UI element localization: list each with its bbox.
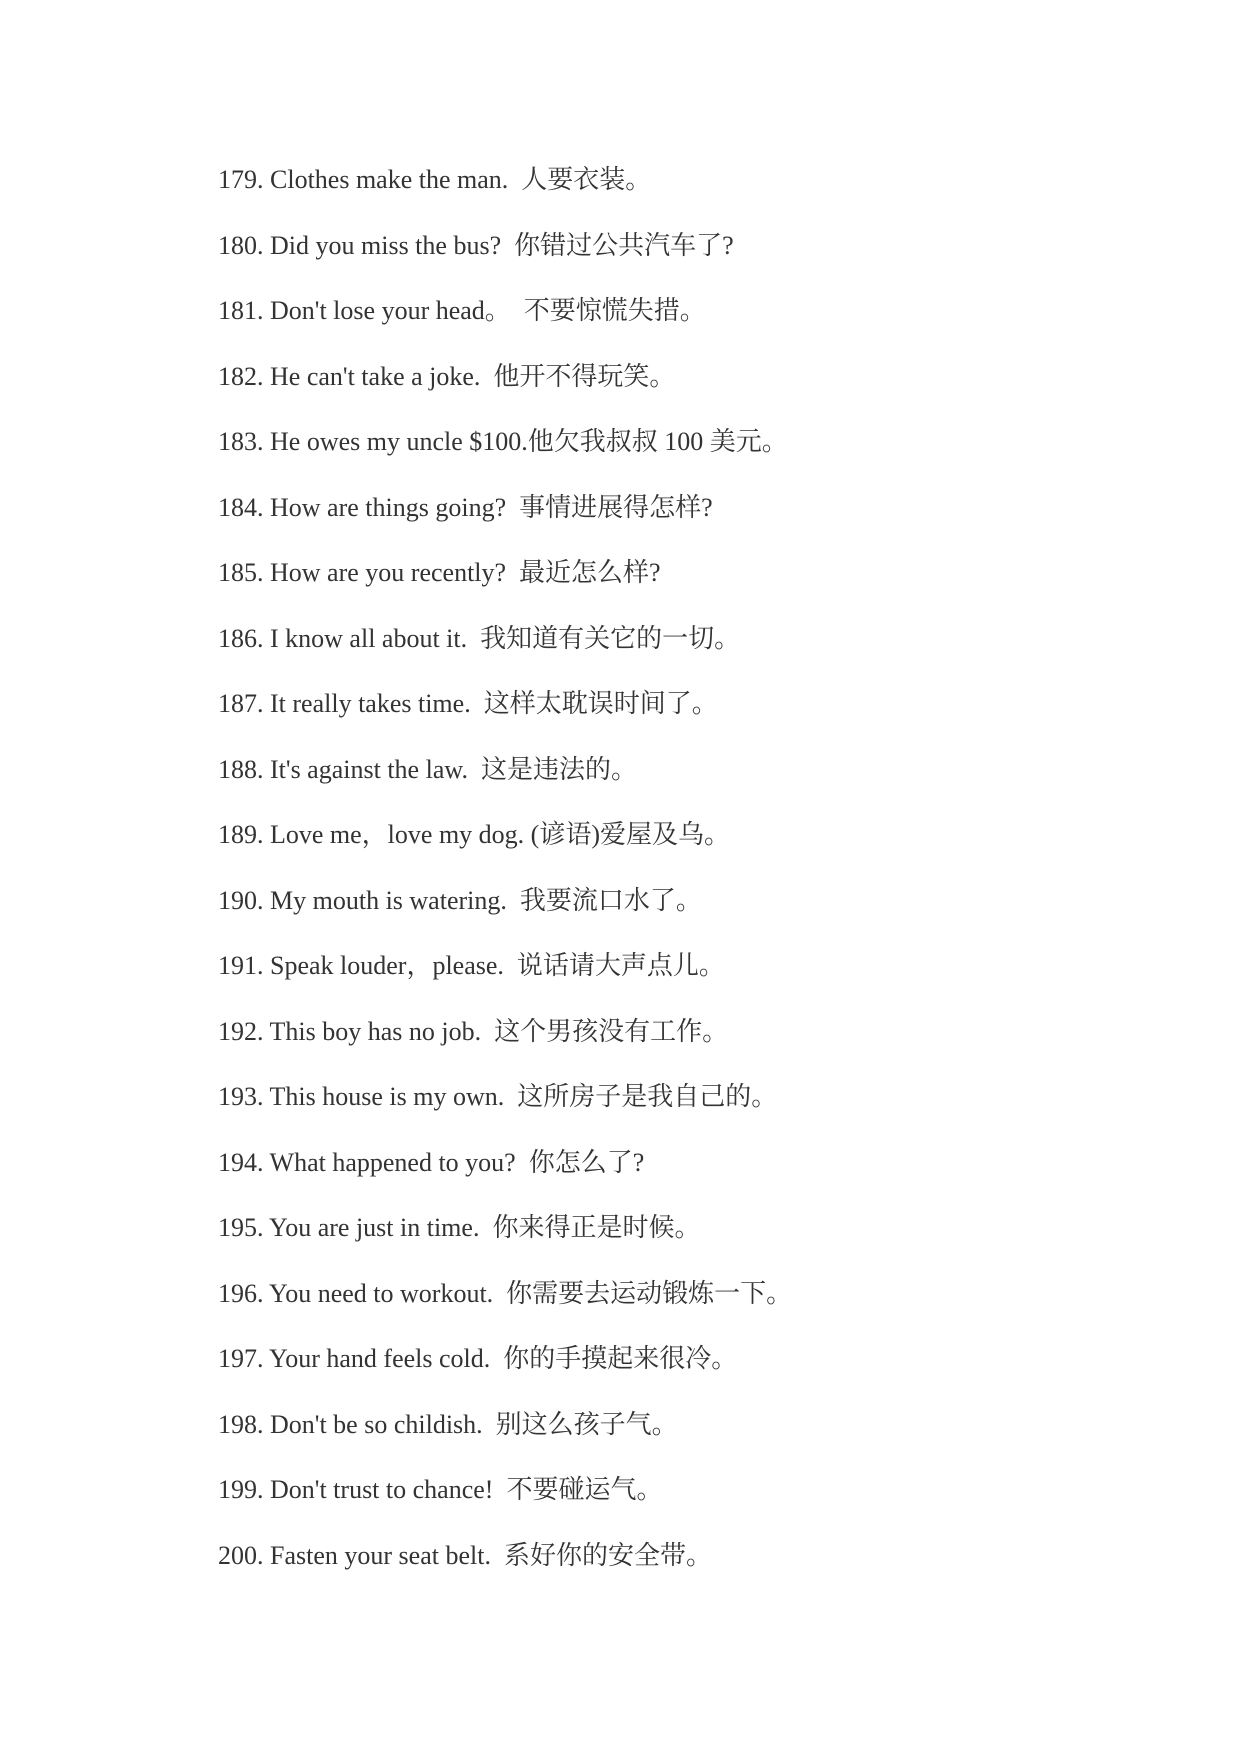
sentence-192: 192. This boy has no job. 这个男孩没有工作。 [218,1016,729,1046]
sentence-182: 182. He can't take a joke. 他开不得玩笑。 [218,361,676,391]
sentence-199: 199. Don't trust to chance! 不要碰运气。 [218,1475,663,1504]
sentence-183: 183. He owes my uncle $100.他欠我叔叔 100 美元。 [218,427,788,456]
sentence-188: 188. It's against the law. 这是违法的。 [218,754,637,784]
sentence-193: 193. This house is my own. 这所房子是我自己的。 [218,1082,778,1111]
sentence-194: 194. What happened to you? 你怎么了? [218,1147,645,1177]
sentence-190: 190. My mouth is watering. 我要流口水了。 [218,885,702,915]
sentence-189: 189. Love me，love my dog. (谚语)爱屋及乌。 [218,820,730,849]
sentence-200: 200. Fasten your seat belt. 系好你的安全带。 [218,1540,712,1570]
sentence-191: 191. Speak louder，please. 说话请大声点儿。 [218,951,725,980]
sentence-187: 187. It really takes time. 这样太耽误时间了。 [218,689,718,718]
sentence-197: 197. Your hand feels cold. 你的手摸起来很冷。 [218,1344,738,1373]
sentence-181: 181. Don't lose your head。 不要惊慌失措。 [218,296,706,325]
sentence-196: 196. You need to workout. 你需要去运动锻炼一下。 [218,1278,793,1308]
sentence-180: 180. Did you miss the bus? 你错过公共汽车了? [218,230,734,260]
sentence-195: 195. You are just in time. 你来得正是时候。 [218,1213,701,1242]
sentence-list [218,160,792,1601]
sentence-198: 198. Don't be so childish. 别这么孩子气。 [218,1409,678,1439]
sentence-184: 184. How are things going? 事情进展得怎样? [218,492,713,522]
sentence-186: 186. I know all about it. 我知道有关它的一切。 [218,623,741,653]
sentence-185: 185. How are you recently? 最近怎么样? [218,558,661,587]
sentence-179: 179. Clothes make the man. 人要衣装。 [218,165,652,194]
